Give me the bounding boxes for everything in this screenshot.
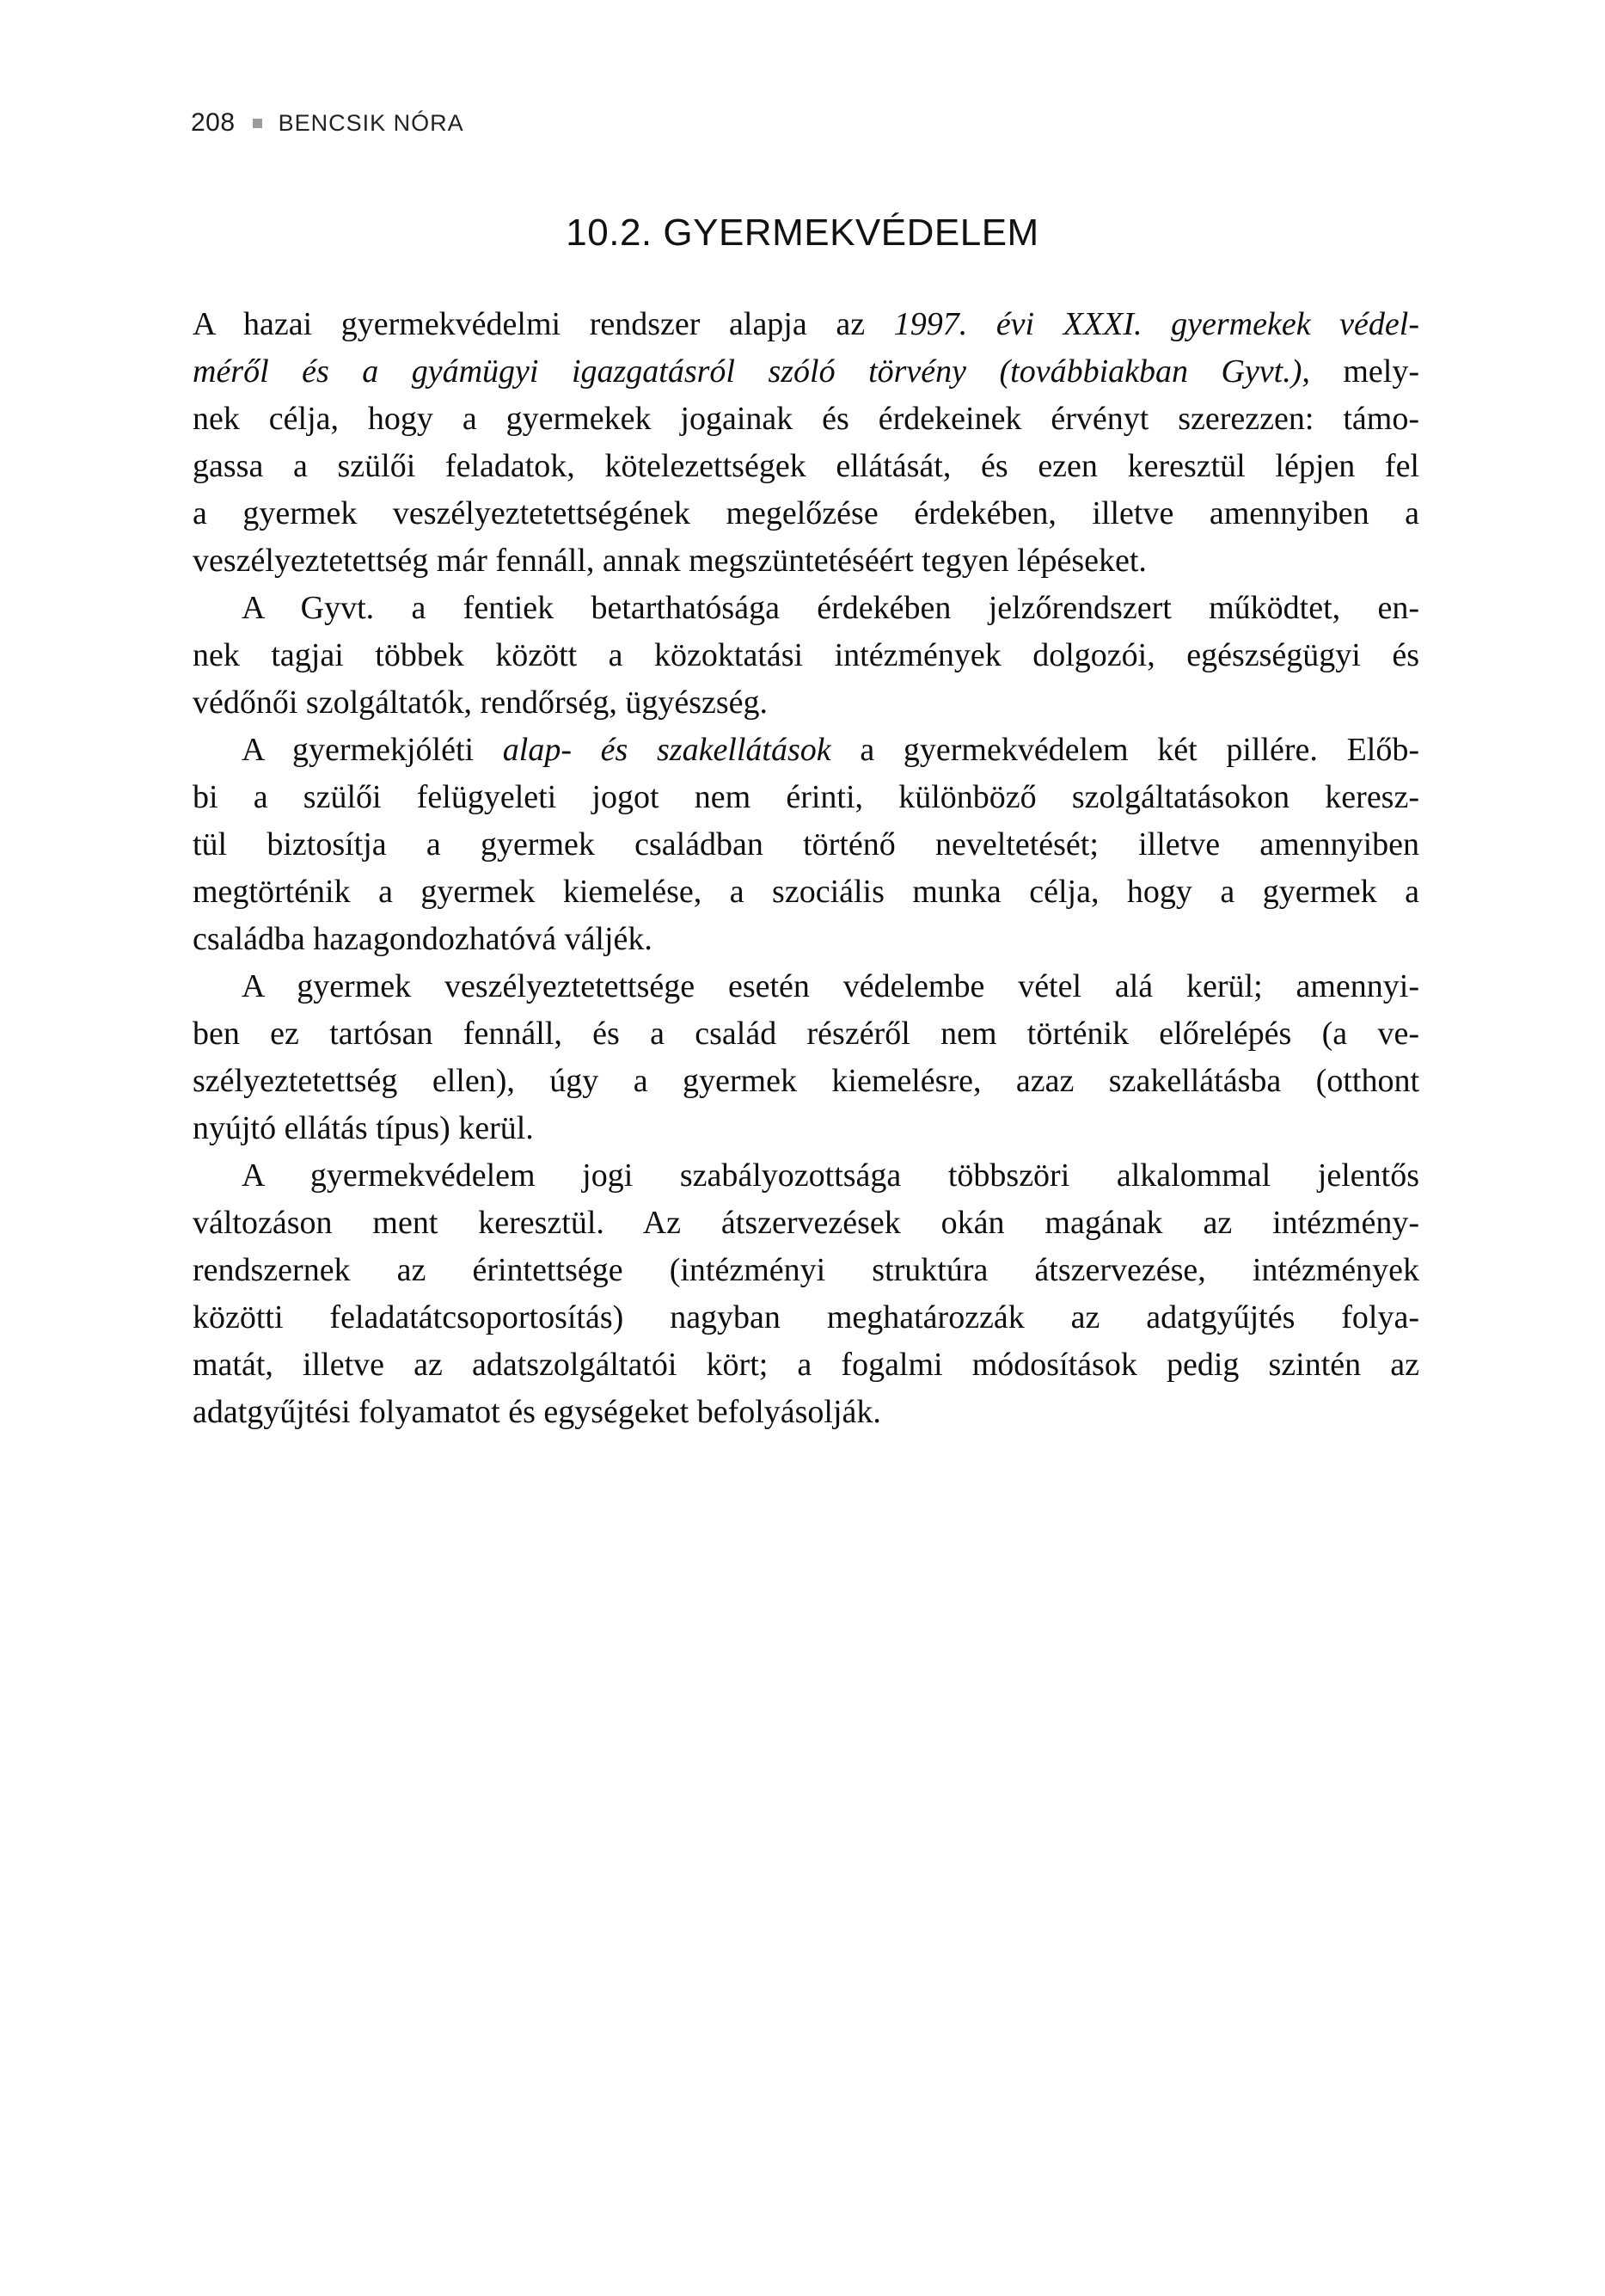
text-segment: szélyeztetettség ellen), úgy a gyermek kiemelésre, azaz szakellátásba (otthont [193,1063,1419,1099]
text-line [193,1152,1419,1200]
text-line [193,632,1419,679]
text-line [193,1389,1419,1436]
text-line [193,1294,1419,1341]
text-segment: mely- [1309,353,1420,390]
text-line [193,301,1419,348]
text-line [193,1105,1419,1152]
text-segment: nek tagjai többek között a közoktatási intézmények dolgozói, egészségügyi és [193,637,1419,673]
text-segment: tül biztosítja a gyermek családban történő neveltetését; illetve amennyiben [193,826,1419,863]
text-line [193,396,1419,443]
text-segment: változáson ment keresztül. Az átszervezések okán magának az intézmény- [193,1205,1419,1241]
text-segment: A Gyvt. a fentiek betarthatósága érdekében jelzőrendszert működtet, en- [242,590,1419,626]
text-segment: gassa a szülői feladatok, kötelezettségek ellátását, és ezen keresztül lépjen fel [193,448,1419,484]
text-segment: adatgyűjtési folyamatot és egységeket befolyásolják. [193,1394,881,1430]
italic-text-segment: 1997. évi XXXI. gyermekek védel- [893,306,1419,342]
text-line [193,821,1419,869]
text-line [193,348,1419,396]
text-segment: A gyermek veszélyeztetettsége esetén védelembe vétel alá kerül; amennyi- [242,968,1419,1004]
text-segment: a gyermekvédelem két pillére. Előb- [830,732,1419,768]
section-title: 10.2. GYERMEKVÉDELEM [566,212,1039,254]
text-line [193,490,1419,537]
text-line [193,1058,1419,1105]
text-segment: A gyermekvédelem jogi szabályozottsága többszöri alkalommal jelentős [242,1157,1419,1194]
running-header [191,108,464,138]
text-line [193,679,1419,727]
italic-text-segment: alap- és szakellátások [502,732,831,768]
text-line [193,1200,1419,1247]
italic-text-segment: méről és a gyámügyi igazgatásról szóló törvény (továbbiakban Gyvt.), [193,353,1310,390]
text-line [193,1341,1419,1389]
text-segment: veszélyeztetettség már fennáll, annak megszüntetéséért tegyen lépéseket. [193,543,1147,579]
text-line [193,869,1419,916]
text-line [193,443,1419,490]
text-segment: A hazai gyermekvédelmi rendszer alapja az [193,306,894,342]
running-author: BENCSIK NÓRA [278,109,464,136]
text-segment: bi a szülői felügyeleti jogot nem érinti, különböző szolgáltatásokon keresz- [193,779,1419,815]
text-segment: családba hazagondozhatóvá váljék. [193,921,652,957]
body-text [193,301,1419,1436]
text-line [193,585,1419,632]
square-bullet-icon [253,119,262,128]
text-line [193,963,1419,1010]
text-line [193,774,1419,821]
text-segment: A gyermekjóléti [242,732,503,768]
text-segment: nek célja, hogy a gyermekek jogainak és érdekeinek érvényt szerezzen: támo- [193,401,1419,437]
text-segment: nyújtó ellátás típus) kerül. [193,1110,534,1146]
text-segment: közötti feladatátcsoportosítás) nagyban meghatározzák az adatgyűjtés folya- [193,1299,1419,1335]
text-segment: a gyermek veszélyeztetettségének megelőzése érdekében, illetve amennyiben a [193,495,1419,531]
text-line [193,1247,1419,1294]
text-segment: matát, illetve az adatszolgáltatói kört; a fogalmi módosítások pedig szintén az [193,1347,1419,1383]
text-line [193,537,1419,585]
text-line [193,727,1419,774]
text-segment: ben ez tartósan fennáll, és a család részéről nem történik előrelépés (a ve- [193,1016,1419,1052]
text-segment: rendszernek az érintettsége (intézményi struktúra átszervezése, intézmények [193,1252,1419,1288]
text-line [193,1010,1419,1058]
text-segment: védőnői szolgáltatók, rendőrség, ügyészség. [193,685,769,721]
text-line [193,916,1419,963]
page-number: 208 [191,108,236,137]
text-segment: megtörténik a gyermek kiemelése, a szociális munka célja, hogy a gyermek a [193,874,1419,910]
